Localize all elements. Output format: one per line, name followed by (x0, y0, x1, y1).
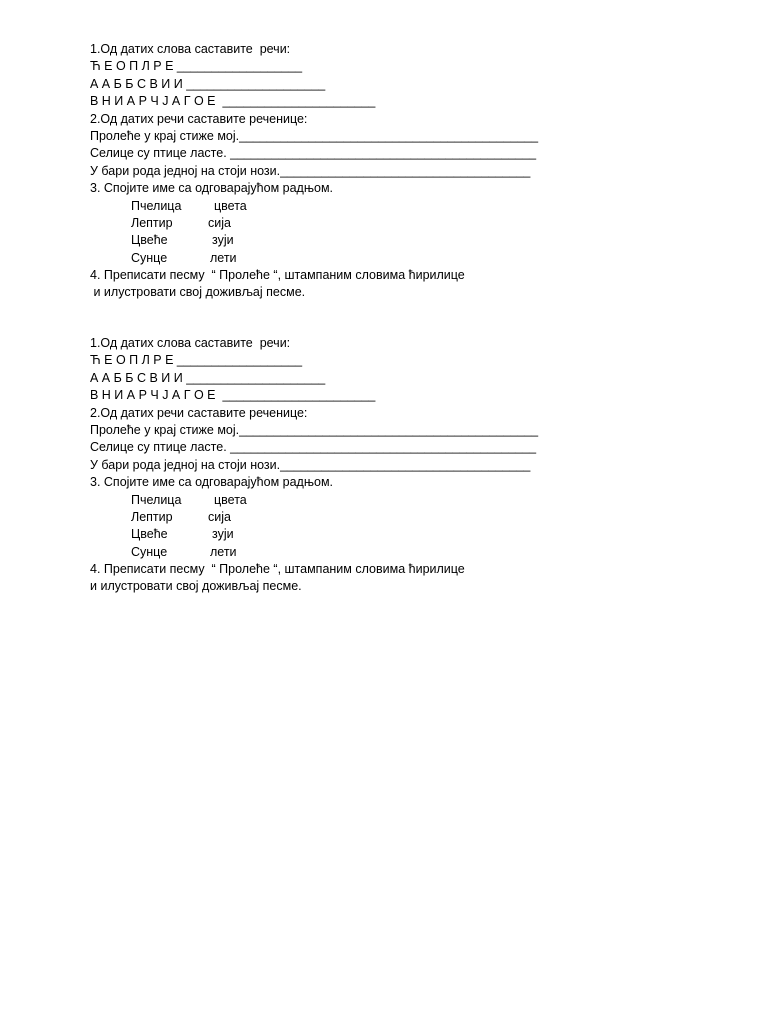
scrambled-sentence-line: У бари рода једној на стоји нози.____________________________________ (90, 163, 531, 178)
matching-pair (90, 526, 690, 543)
matching-action: зуји (212, 527, 234, 542)
matching-name: Сунце (131, 250, 168, 265)
scrambled-sentence-line: Пролеће у крај стиже мој.___________________________________________ (90, 128, 539, 143)
worksheet-block-2 (90, 335, 690, 596)
matching-name: Сунце (131, 544, 168, 559)
matching-pair (90, 232, 690, 249)
scrambled-sentence-line: У бари рода једној на стоји нози.____________________________________ (90, 457, 531, 472)
scrambled-letters-line: В Н И А Р Ч Ј А Г О Е ______________________ (90, 388, 376, 403)
task3-title: 3. Спојите име са одговарајућом радњом. (90, 181, 334, 196)
scrambled-sentence-line: Пролеће у крај стиже мој.___________________________________________ (90, 422, 539, 437)
matching-name: Цвеће (131, 233, 168, 248)
matching-action: цвета (214, 198, 247, 213)
matching-pair (90, 492, 690, 509)
matching-pair (90, 198, 690, 215)
matching-name: Пчелица (131, 492, 182, 507)
matching-name: Пчелица (131, 198, 182, 213)
task4-line: и илустровати свој доживљај песме. (90, 579, 302, 594)
matching-action: сија (208, 509, 231, 524)
matching-pair (90, 250, 690, 267)
task2-title: 2.Од датих речи саставите реченице: (90, 405, 308, 420)
task1-title: 1.Од датих слова саставите речи: (90, 336, 291, 350)
matching-name: Лептир (131, 509, 173, 524)
scrambled-sentence-line: Селице су птице ласте. ____________________________________________ (90, 146, 537, 161)
scrambled-letters-line: Ћ Е О П Л Р Е __________________ (90, 353, 303, 368)
task4-line: 4. Преписати песму “ Пролеће “, штампаним словима ћирилице (90, 562, 465, 577)
task4-line: 4. Преписати песму “ Пролеће “, штампаним словима ћирилице (90, 268, 465, 283)
matching-action: цвета (214, 492, 247, 507)
matching-pair (90, 215, 690, 232)
scrambled-letters-line: Ћ Е О П Л Р Е __________________ (90, 59, 303, 74)
matching-action: лети (210, 250, 237, 265)
matching-pair (90, 544, 690, 561)
worksheet-block-1 (90, 41, 690, 302)
matching-name: Лептир (131, 215, 173, 230)
scrambled-sentence-line: Селице су птице ласте. ____________________________________________ (90, 440, 537, 455)
scrambled-letters-line: А А Б Б С В И И ____________________ (90, 370, 326, 385)
matching-name: Цвеће (131, 527, 168, 542)
scrambled-letters-line: В Н И А Р Ч Ј А Г О Е ______________________ (90, 94, 376, 109)
matching-action: сија (208, 215, 231, 230)
task2-title: 2.Од датих речи саставите реченице: (90, 111, 308, 126)
matching-action: лети (210, 544, 237, 559)
task3-title: 3. Спојите име са одговарајућом радњом. (90, 475, 334, 490)
task1-title: 1.Од датих слова саставите речи: (90, 42, 291, 56)
matching-pair (90, 509, 690, 526)
matching-action: зуји (212, 233, 234, 248)
task4-line: и илустровати свој доживљај песме. (90, 285, 306, 300)
scrambled-letters-line: А А Б Б С В И И ____________________ (90, 76, 326, 91)
